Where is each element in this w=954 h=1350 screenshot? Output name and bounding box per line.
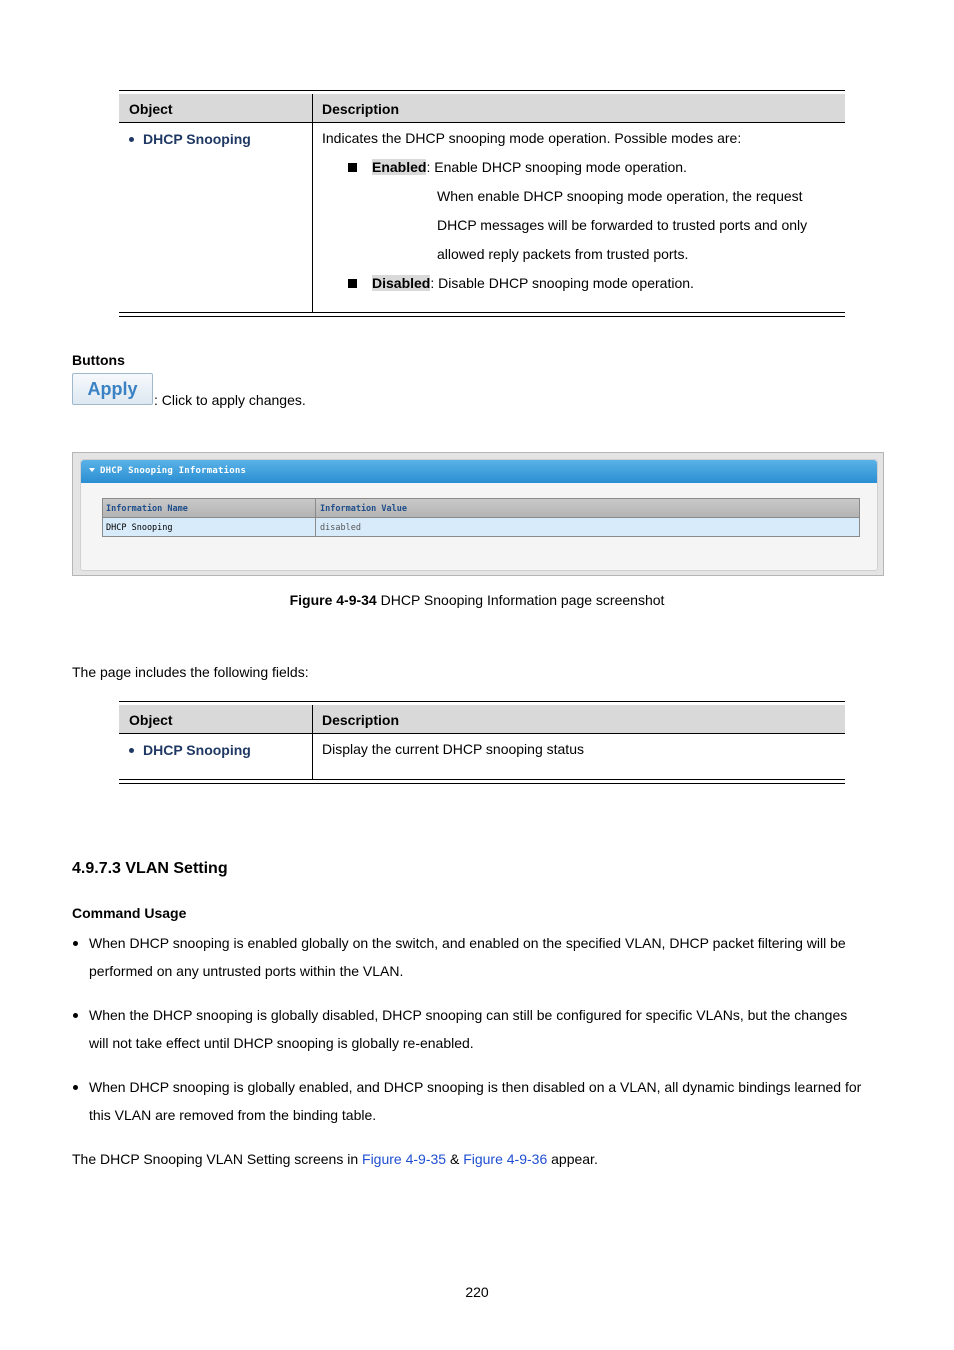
info-table: [102, 498, 860, 537]
mode-description: [322, 124, 807, 298]
disabled-term: Disabled: [372, 275, 431, 291]
figure-caption: [0, 592, 954, 608]
square-bullet-icon: [348, 163, 357, 172]
figure-4-9-35-link[interactable]: Figure 4-9-35: [362, 1151, 447, 1167]
status-description: Display the current DHCP snooping status: [322, 741, 584, 757]
enabled-detail-3: allowed reply packets from trusted ports.: [437, 246, 689, 262]
bullet-dot: [129, 137, 134, 142]
header-object: Object: [129, 101, 173, 117]
bullet-dot: [129, 748, 134, 753]
bullet-dot: [73, 1013, 78, 1018]
command-usage-heading: Command Usage: [72, 905, 187, 921]
table-header-row: [119, 705, 845, 734]
section-title: 4.9.7.3 VLAN Setting: [72, 860, 228, 877]
figure-text: DHCP Snooping Information page screenshot: [376, 592, 665, 608]
closing-paragraph: The DHCP Snooping VLAN Setting screens in Figure 4-9-35 & Figure 4-9-36 appear.: [72, 1151, 598, 1167]
mode-disabled-item: [322, 269, 807, 298]
dhcp-snooping-info-screenshot: [72, 452, 884, 576]
header-description: Description: [322, 712, 400, 728]
column-divider: [312, 94, 313, 313]
row-name: DHCP Snooping: [106, 523, 173, 533]
enabled-text: : Enable DHCP snooping mode operation.: [426, 159, 687, 175]
figure-4-9-36-link[interactable]: Figure 4-9-36: [463, 1151, 548, 1167]
table-bottom-rule: [119, 779, 845, 784]
collapse-arrow-icon[interactable]: [89, 468, 95, 472]
page-number: 220: [465, 1284, 489, 1300]
panel-title-bar: [81, 460, 877, 483]
list-item: When DHCP snooping is globally enabled, and DHCP snooping is then disabled on a VLAN, all dynamic bindings learned for this VLAN are removed from the binding table.: [72, 1073, 886, 1129]
info-table-header: [103, 499, 859, 517]
header-description: Description: [322, 101, 400, 117]
table-row: [103, 517, 859, 536]
desc-intro: Indicates the DHCP snooping mode operation. Possible modes are:: [322, 130, 742, 146]
object-dhcp-snooping: DHCP Snooping: [129, 131, 251, 147]
header-object: Object: [129, 712, 173, 728]
enabled-detail-2: DHCP messages will be forwarded to trusted ports and only: [437, 217, 808, 233]
mode-enabled-item: [322, 153, 807, 182]
panel-title: DHCP Snooping Informations: [100, 466, 247, 476]
table-bottom-rule: [119, 312, 845, 317]
apply-description: : Click to apply changes.: [154, 392, 306, 408]
mode-description-table: [119, 90, 845, 317]
bullet-dot: [73, 1085, 78, 1090]
disabled-text: : Disable DHCP snooping mode operation.: [430, 275, 694, 291]
bullet-dot: [73, 941, 78, 946]
table-header-row: [119, 94, 845, 123]
figure-label: Figure 4-9-34: [289, 592, 377, 608]
col-information-value: Information Value: [320, 504, 407, 514]
buttons-heading: Buttons: [72, 352, 125, 368]
enabled-detail-1: When enable DHCP snooping mode operation, the request: [437, 188, 803, 204]
row-value: disabled: [320, 523, 361, 533]
list-item: When the DHCP snooping is globally disabled, DHCP snooping can still be configured for specific VLANs, but the changes will not take effect until DHCP snooping is globally re-enabled.: [72, 1001, 886, 1057]
enabled-term: Enabled: [372, 159, 427, 175]
column-divider: [312, 705, 313, 779]
apply-button[interactable]: Apply: [72, 373, 153, 405]
status-description-table: [119, 701, 845, 784]
square-bullet-icon: [348, 279, 357, 288]
object-dhcp-snooping: DHCP Snooping: [129, 742, 251, 758]
list-item: When DHCP snooping is enabled globally on the switch, and enabled on the specified VLAN, DHCP packet filtering will be performed on any untrusted ports within the VLAN.: [72, 929, 886, 985]
col-information-name: Information Name: [106, 504, 188, 514]
info-panel: [80, 459, 878, 571]
fields-intro: The page includes the following fields:: [72, 664, 309, 680]
